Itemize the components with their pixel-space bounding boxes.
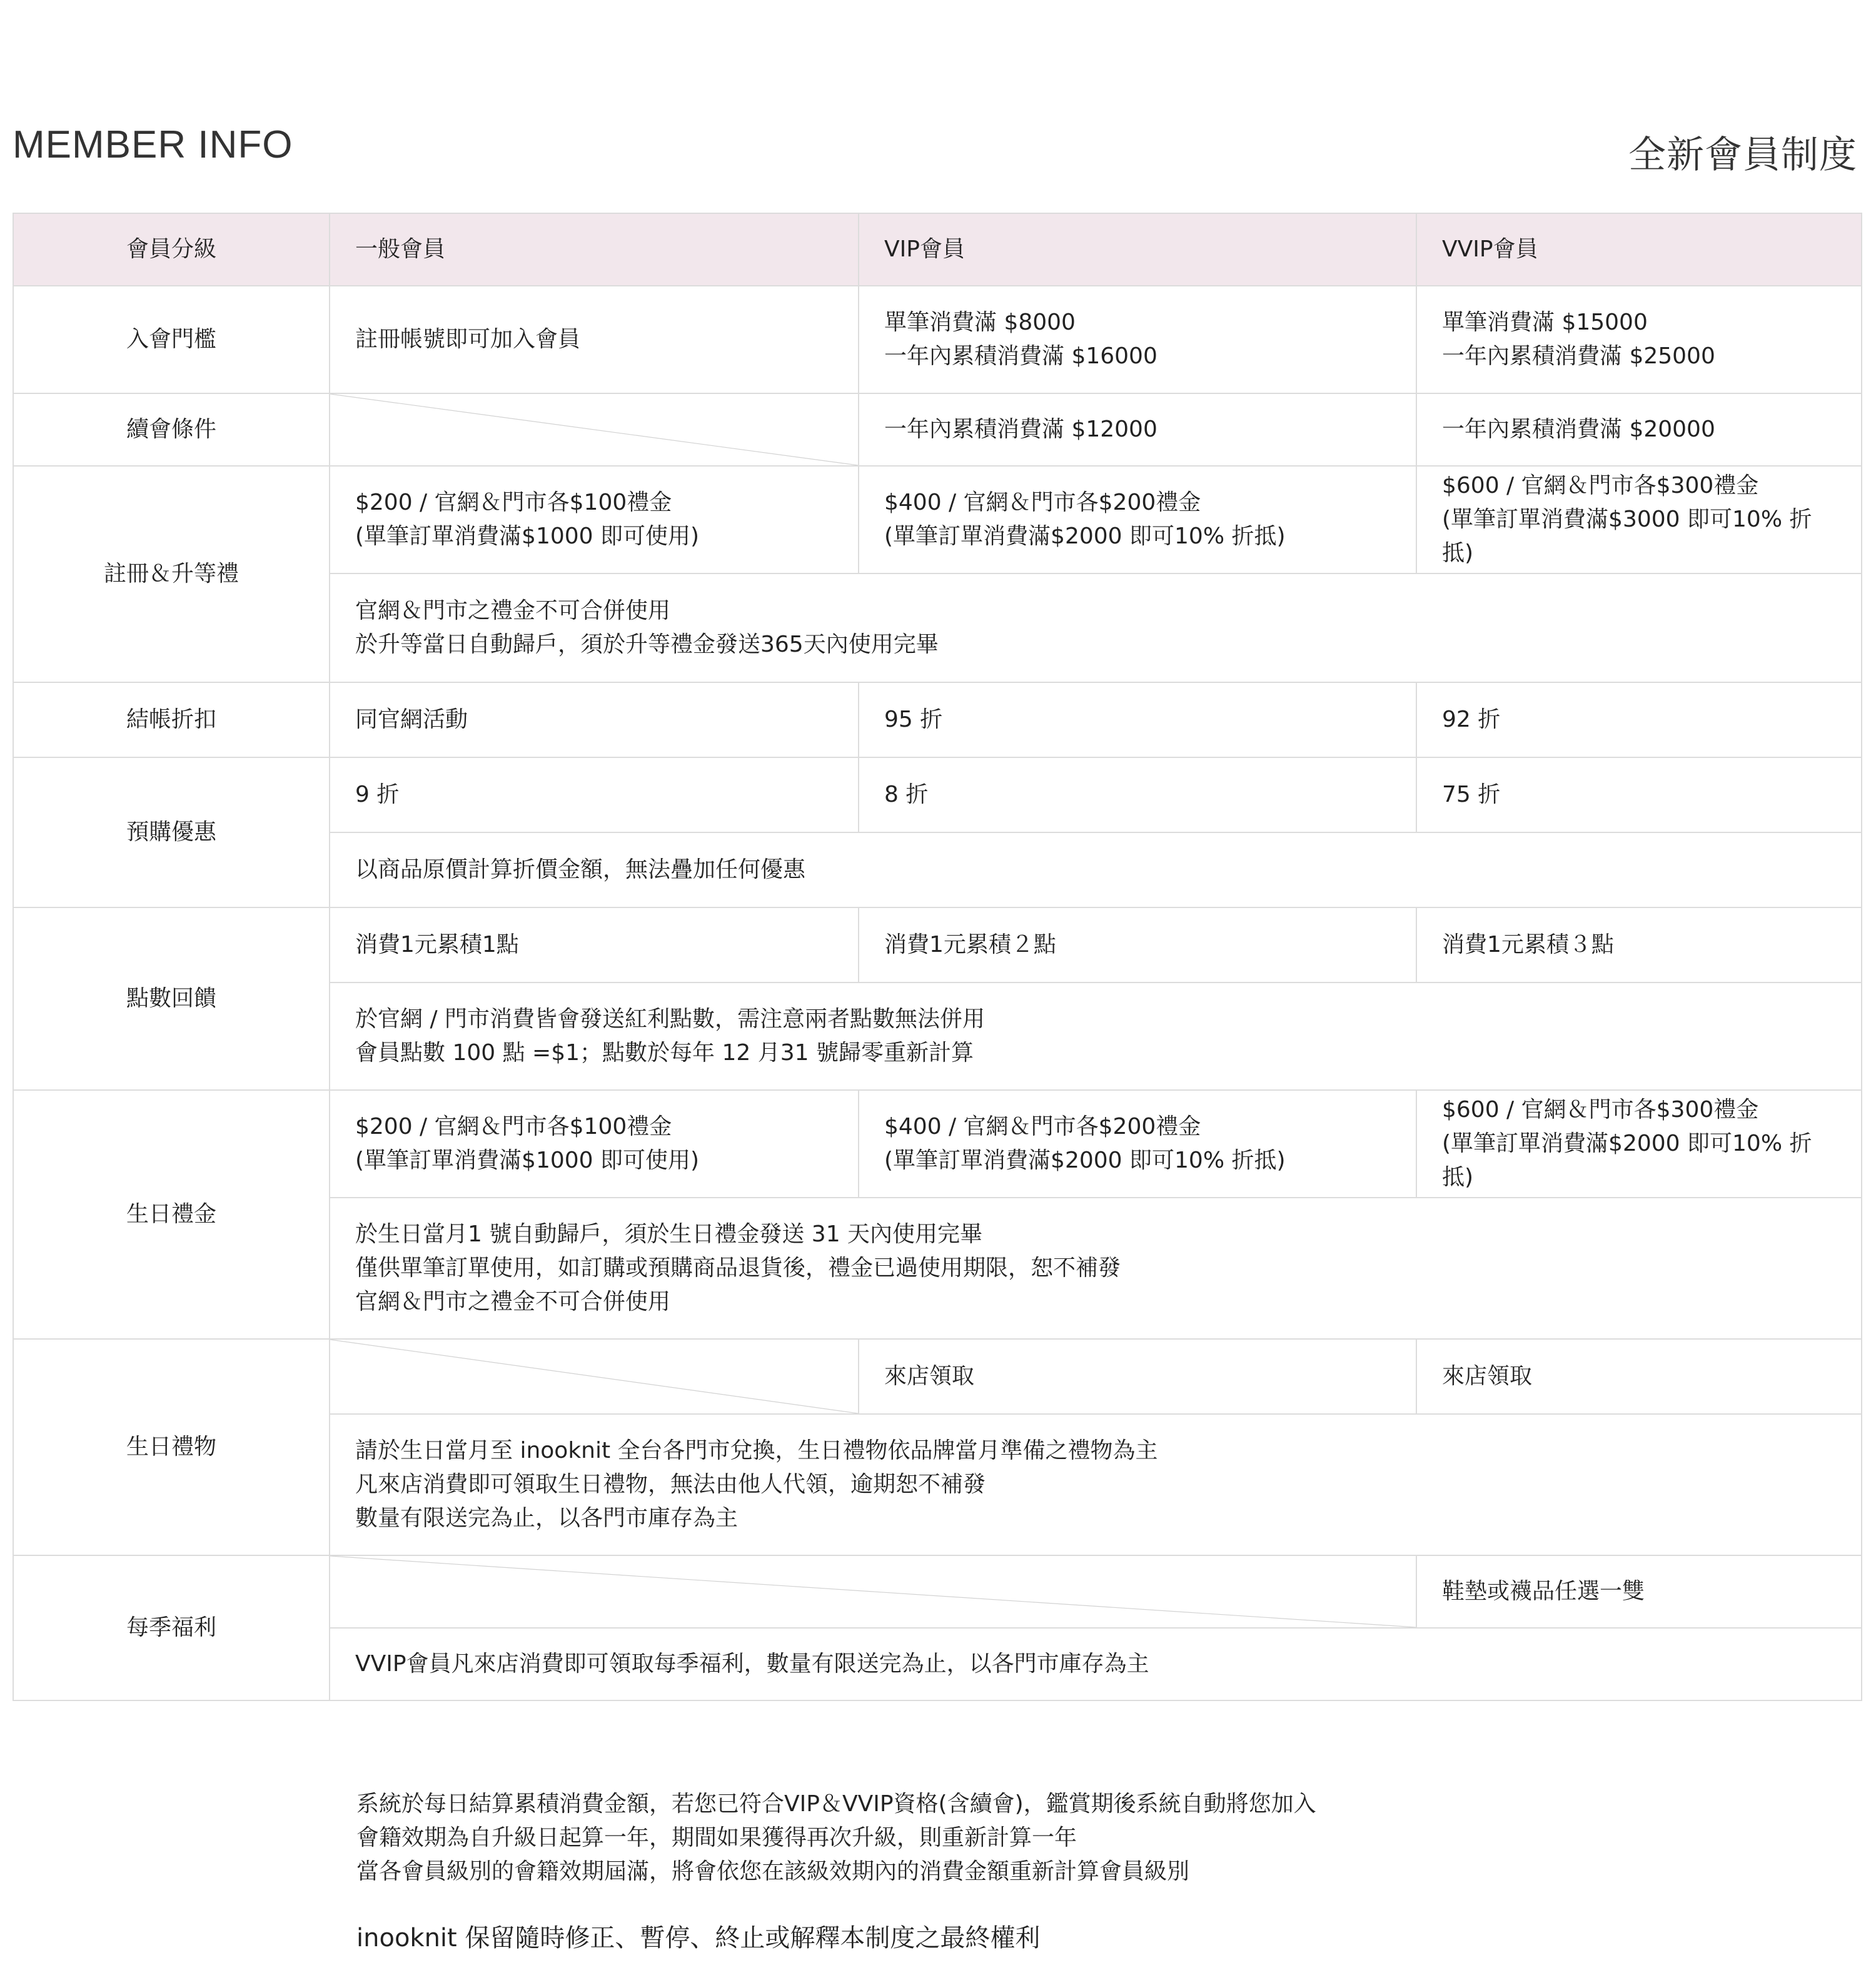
discount-vip: 95 折 bbox=[859, 682, 1416, 757]
renew-vvip: 一年內累積消費滿 $20000 bbox=[1416, 393, 1862, 466]
join-vvip-line: 一年內累積消費滿 $25000 bbox=[1442, 343, 1715, 369]
discount-vvip: 92 折 bbox=[1416, 682, 1862, 757]
birthday-credit-general bbox=[330, 1090, 859, 1198]
table-row bbox=[13, 757, 1862, 832]
register-vvip-line: $600 / 官網＆門市各$300禮金 bbox=[1442, 473, 1759, 498]
register-vip-line: $400 / 官網＆門市各$200禮金 bbox=[884, 490, 1201, 515]
table-row bbox=[13, 907, 1862, 982]
discount-general: 同官網活動 bbox=[330, 682, 859, 757]
preorder-note: 以商品原價計算折價金額，無法疊加任何優惠 bbox=[330, 832, 1862, 907]
register-general-line: $200 / 官網＆門市各$100禮金 bbox=[355, 490, 672, 515]
register-general bbox=[330, 466, 859, 573]
table-row bbox=[13, 1339, 1862, 1414]
row-label-birthday-credit: 生日禮金 bbox=[13, 1090, 330, 1339]
footnote-line: 會籍效期為自升級日起算一年，期間如果獲得再次升級，則重新計算一年 bbox=[356, 1825, 1077, 1851]
row-label-join: 入會門檻 bbox=[13, 286, 330, 393]
header-tier-label: 會員分級 bbox=[13, 213, 330, 286]
register-vvip-line: (單筆訂單消費滿$3000 即可10% 折抵) bbox=[1442, 507, 1812, 566]
birthday-credit-vvip bbox=[1416, 1090, 1862, 1198]
birthday-credit-vvip-line: (單筆訂單消費滿$2000 即可10% 折抵) bbox=[1442, 1131, 1812, 1190]
table-row bbox=[13, 466, 1862, 573]
points-note bbox=[330, 982, 1862, 1090]
renew-vip: 一年內累積消費滿 $12000 bbox=[859, 393, 1416, 466]
membership-table bbox=[13, 213, 1862, 1701]
join-vip bbox=[859, 286, 1416, 393]
preorder-general: 9 折 bbox=[330, 757, 859, 832]
row-label-register: 註冊＆升等禮 bbox=[13, 466, 330, 682]
table-row bbox=[13, 1090, 1862, 1198]
birthday-credit-vip-line: $400 / 官網＆門市各$200禮金 bbox=[884, 1114, 1201, 1139]
birthday-credit-vip bbox=[859, 1090, 1416, 1198]
table-header-row bbox=[13, 213, 1862, 286]
row-label-preorder: 預購優惠 bbox=[13, 757, 330, 907]
birthday-gift-note-line: 凡來店消費即可領取生日禮物，無法由他人代領，逾期恕不補發 bbox=[355, 1472, 986, 1497]
birthday-credit-note-line: 於生日當月1 號自動歸戶，須於生日禮金發送 31 天內使用完畢 bbox=[355, 1221, 983, 1247]
table-row bbox=[13, 1555, 1862, 1628]
table-row bbox=[13, 393, 1862, 466]
seasonal-note: VVIP會員凡來店消費即可領取每季福利，數量有限送完為止，以各門市庫存為主 bbox=[330, 1628, 1862, 1700]
header-general: 一般會員 bbox=[330, 213, 859, 286]
row-label-birthday-gift: 生日禮物 bbox=[13, 1339, 330, 1555]
footnote-line: 當各會員級別的會籍效期屆滿，將會依您在該級效期內的消費金額重新計算會員級別 bbox=[356, 1859, 1190, 1884]
birthday-gift-vvip: 來店領取 bbox=[1416, 1339, 1862, 1414]
birthday-credit-note bbox=[330, 1198, 1862, 1339]
preorder-vip: 8 折 bbox=[859, 757, 1416, 832]
row-label-discount: 結帳折扣 bbox=[13, 682, 330, 757]
header-vip: VIP會員 bbox=[859, 213, 1416, 286]
points-note-line: 會員點數 100 點 =$1；點數於每年 12 月31 號歸零重新計算 bbox=[355, 1040, 974, 1066]
register-vip bbox=[859, 466, 1416, 573]
footnote-line: 系統於每日結算累積消費金額，若您已符合VIP＆VVIP資格(含續會)，鑑賞期後系統自動將您加入 bbox=[356, 1791, 1316, 1817]
birthday-credit-general-line: $200 / 官網＆門市各$100禮金 bbox=[355, 1114, 672, 1139]
register-vvip bbox=[1416, 466, 1862, 573]
join-vip-line: 一年內累積消費滿 $16000 bbox=[884, 343, 1157, 369]
join-vvip-line: 單筆消費滿 $15000 bbox=[1442, 310, 1648, 335]
row-label-seasonal: 每季福利 bbox=[13, 1555, 330, 1700]
birthday-credit-vip-line: (單筆訂單消費滿$2000 即可10% 折抵) bbox=[884, 1148, 1286, 1173]
birthday-credit-note-line: 官網＆門市之禮金不可合併使用 bbox=[355, 1289, 671, 1315]
header-vvip: VVIP會員 bbox=[1416, 213, 1862, 286]
points-general: 消費1元累積1點 bbox=[330, 907, 859, 982]
join-general: 註冊帳號即可加入會員 bbox=[330, 286, 859, 393]
birthday-credit-general-line: (單筆訂單消費滿$1000 即可使用) bbox=[355, 1148, 700, 1173]
empty-cell-diagonal bbox=[330, 393, 859, 466]
rights-reserved-note: inooknit 保留隨時修正、暫停、終止或解釋本制度之最終權利 bbox=[356, 1924, 1041, 1952]
birthday-gift-note-line: 請於生日當月至 inooknit 全台各門市兌換，生日禮物依品牌當月準備之禮物為主 bbox=[355, 1438, 1158, 1463]
register-note-line: 於升等當日自動歸戶，須於升等禮金發送365天內使用完畢 bbox=[355, 632, 939, 657]
empty-cell-diagonal bbox=[330, 1339, 859, 1414]
birthday-gift-note bbox=[330, 1414, 1862, 1555]
points-vip: 消費1元累積２點 bbox=[859, 907, 1416, 982]
birthday-gift-vip: 來店領取 bbox=[859, 1339, 1416, 1414]
page-title: MEMBER INFO bbox=[13, 123, 293, 166]
register-note bbox=[330, 573, 1862, 682]
join-vvip bbox=[1416, 286, 1862, 393]
footnotes bbox=[356, 1787, 1316, 1955]
row-label-points: 點數回饋 bbox=[13, 907, 330, 1090]
birthday-credit-vvip-line: $600 / 官網＆門市各$300禮金 bbox=[1442, 1097, 1759, 1123]
birthday-credit-note-line: 僅供單筆訂單使用，如訂購或預購商品退貨後，禮金已過使用期限，恕不補發 bbox=[355, 1255, 1121, 1281]
birthday-gift-note-line: 數量有限送完為止，以各門市庫存為主 bbox=[355, 1505, 739, 1531]
points-vvip: 消費1元累積３點 bbox=[1416, 907, 1862, 982]
row-label-renew: 續會條件 bbox=[13, 393, 330, 466]
page-subtitle: 全新會員制度 bbox=[1628, 133, 1857, 177]
register-note-line: 官網＆門市之禮金不可合併使用 bbox=[355, 598, 671, 624]
register-vip-line: (單筆訂單消費滿$2000 即可10% 折抵) bbox=[884, 523, 1286, 549]
register-general-line: (單筆訂單消費滿$1000 即可使用) bbox=[355, 523, 700, 549]
join-vip-line: 單筆消費滿 $8000 bbox=[884, 310, 1076, 335]
table-row bbox=[13, 286, 1862, 393]
empty-cell-diagonal bbox=[330, 1555, 1416, 1628]
preorder-vvip: 75 折 bbox=[1416, 757, 1862, 832]
points-note-line: 於官網 / 門市消費皆會發送紅利點數，需注意兩者點數無法併用 bbox=[355, 1006, 986, 1032]
seasonal-vvip: 鞋墊或襪品任選一雙 bbox=[1416, 1555, 1862, 1628]
table-row bbox=[13, 682, 1862, 757]
